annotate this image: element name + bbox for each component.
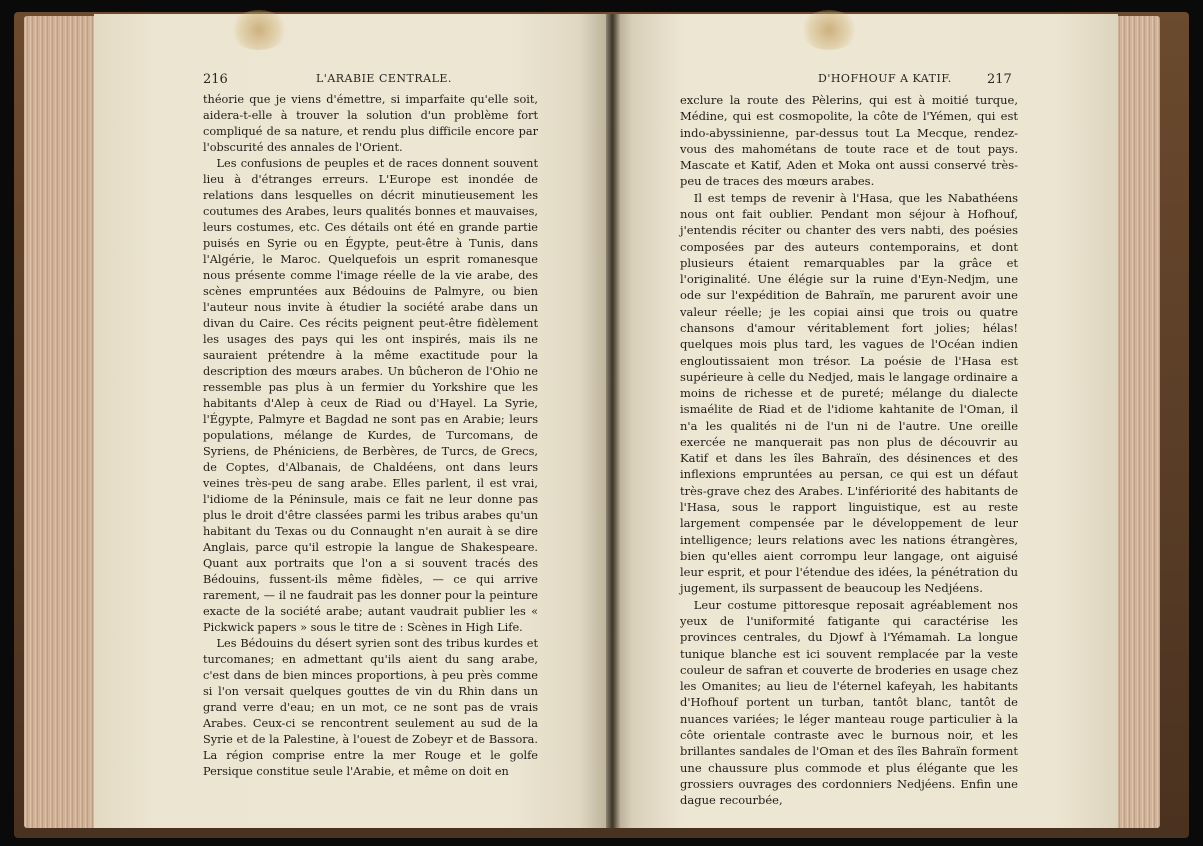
right-page-body	[680, 92, 1018, 808]
left-page-number: 216	[203, 72, 228, 87]
left-page-stain	[230, 10, 288, 50]
right-paragraph-2: Il est temps de revenir à l'Hasa, que les Nabathéens nous ont fait oublier. Pendant mon séjour à Hofhouf, j'entendis réciter ou chanter des vers nabti, des poésies composées par des auteurs contemporains, et dont plusieurs étaient remarquables par la grâce et l'originalité. Une élégie sur la ruine d'Eyn-Nedjm, une ode sur l'expédition de Bahraïn, me parurent avoir une valeur réelle; je les copiai ainsi que trois ou quatre chansons d'amour véritablement fort jolies; hélas! quelques mois plus tard, les vagues de l'Océan indien engloutissaient mon trésor. La poésie de l'Hasa est supérieure à celle du Nedjed, mais le langage ordinaire a moins de richesse et de pureté; mélange du dialecte ismaélite de Riad et de l'idiome kahtanite de l'Oman, il n'a les qualités ni de l'un ni de l'autre. Une oreille exercée ne manquerait pas non plus de découvrir au Katif et dans les îles Bahraïn, des désinences et des inflexions empruntées au persan, ce qui est un défaut très-grave chez des Arabes. L'infériorité des habitants de l'Hasa, sous le rapport linguistique, est au reste largement compensée par le développement de leur intelligence; leurs relations avec les nations étrangères, bien qu'elles aient corrompu leur langage, ont aiguisé leur esprit, et pour l'étendue des idées, la pénétration du jugement, ils surpassent de beaucoup les Nedjéens.	[680, 190, 1018, 596]
right-paragraph-1: exclure la route des Pèlerins, qui est à moitié turque, Médine, qui est cosmopolite, la côte de l'Yémen, qui est indo-abyssinienne, par-dessus tout La Mecque, rendez-vous des mahométans de toute race et de tout pays. Mascate et Katif, Aden et Moka ont aussi conservé très-peu de traces des mœurs arabes.	[680, 93, 1018, 189]
right-running-head: D'HOFHOUF A KATIF.	[818, 72, 952, 85]
left-running-head: L'ARABIE CENTRALE.	[316, 72, 452, 85]
right-page-stain	[800, 10, 858, 50]
left-page-edges	[24, 16, 98, 828]
right-paragraph-3: Leur costume pittoresque reposait agréablement nos yeux de l'uniformité fatigante qui caractérise les provinces centrales, du Djowf à l'Yémamah. La longue tunique blanche est ici souvent remplacée par la veste couleur de safran et couverte de broderies en usage chez les Omanites; au lieu de l'éternel kafeyah, les habitants d'Hofhouf portent un turban, tantôt blanc, tantôt de nuances variées; le léger manteau rouge particulier à la côte orientale contraste avec le burnous noir, et les brillantes sandales de l'Oman et des îles Bahraïn forment une chaussure plus commode et plus élégante que les grossiers ouvrages des cordonniers Nedjéens. Enfin une dague recourbée,	[680, 597, 1018, 808]
left-paragraph-1: théorie que je viens d'émettre, si imparfaite qu'elle soit, aidera-t-elle à trouver la solution d'un problème fort compliqué de sa nature, et rendu plus difficile encore par l'obscurité des annales de l'Orient.	[203, 93, 538, 154]
left-page-body	[203, 92, 538, 780]
right-page-edges	[1116, 16, 1160, 828]
left-paragraph-3: Les Bédouins du désert syrien sont des tribus kurdes et turcomanes; en admettant qu'ils aient du sang arabe, c'est dans de bien minces proportions, à peu près comme si l'on versait quelques gouttes de vin du Rhin dans un grand verre d'eau; en un mot, ce ne sont pas de vrais Arabes. Ceux-ci se rencontrent seulement au sud de la Syrie et de la Palestine, à l'ouest de Zobeyr et de Bassora. La région comprise entre la mer Rouge et le golfe Persique constitue seule l'Arabie, et même on doit en	[203, 637, 538, 778]
book-gutter	[606, 14, 620, 828]
right-page-number: 217	[987, 72, 1012, 87]
left-paragraph-2: Les confusions de peuples et de races donnent souvent lieu à d'étranges erreurs. L'Europe est inondée de relations dans lesquelles on décrit minutieusement les coutumes des Arabes, leurs qualités bonnes et mauvaises, leurs costumes, etc. Ces détails ont été en grande partie puisés en Syrie ou en Égypte, peut-être à Tunis, dans l'Algérie, le Maroc. Quelquefois un esprit romanesque nous présente comme l'image réelle de la vie arabe, des scènes empruntées aux Bédouins de Palmyre, ou bien l'auteur nous invite à étudier la société arabe dans un divan du Caire. Ces récits peignent peut-être fidèlement les usages des pays qui les ont inspirés, mais ils ne sauraient prétendre à la même exactitude pour la description des mœurs arabes. Un bûcheron de l'Ohio ne ressemble pas plus à un fermier du Yorkshire que les habitants d'Alep à ceux de Riad ou d'Hayel. La Syrie, l'Égypte, Palmyre et Bagdad ne sont pas en Arabie; leurs populations, mélange de Kurdes, de Turcomans, de Syriens, de Phéniciens, de Berbères, de Turcs, de Grecs, de Coptes, d'Albanais, de Chaldéens, ont dans leurs veines très-peu de sang arabe. Elles parlent, il est vrai, l'idiome de la Péninsule, mais ce fait ne leur donne pas plus le droit d'être classées parmi les tribus arabes qu'un habitant du Texas ou du Connaught n'en aurait à se dire Anglais, parce qu'il estropie la langue de Shakespeare. Quant aux portraits que l'on a si souvent tracés des Bédouins, fussent-ils même fidèles, — ce qui arrive rarement, — il ne faudrait pas les donner pour la peinture exacte de la société arabe; autant vaudrait publier les « Pickwick papers » sous le titre de : Scènes in High Life.	[203, 157, 538, 634]
